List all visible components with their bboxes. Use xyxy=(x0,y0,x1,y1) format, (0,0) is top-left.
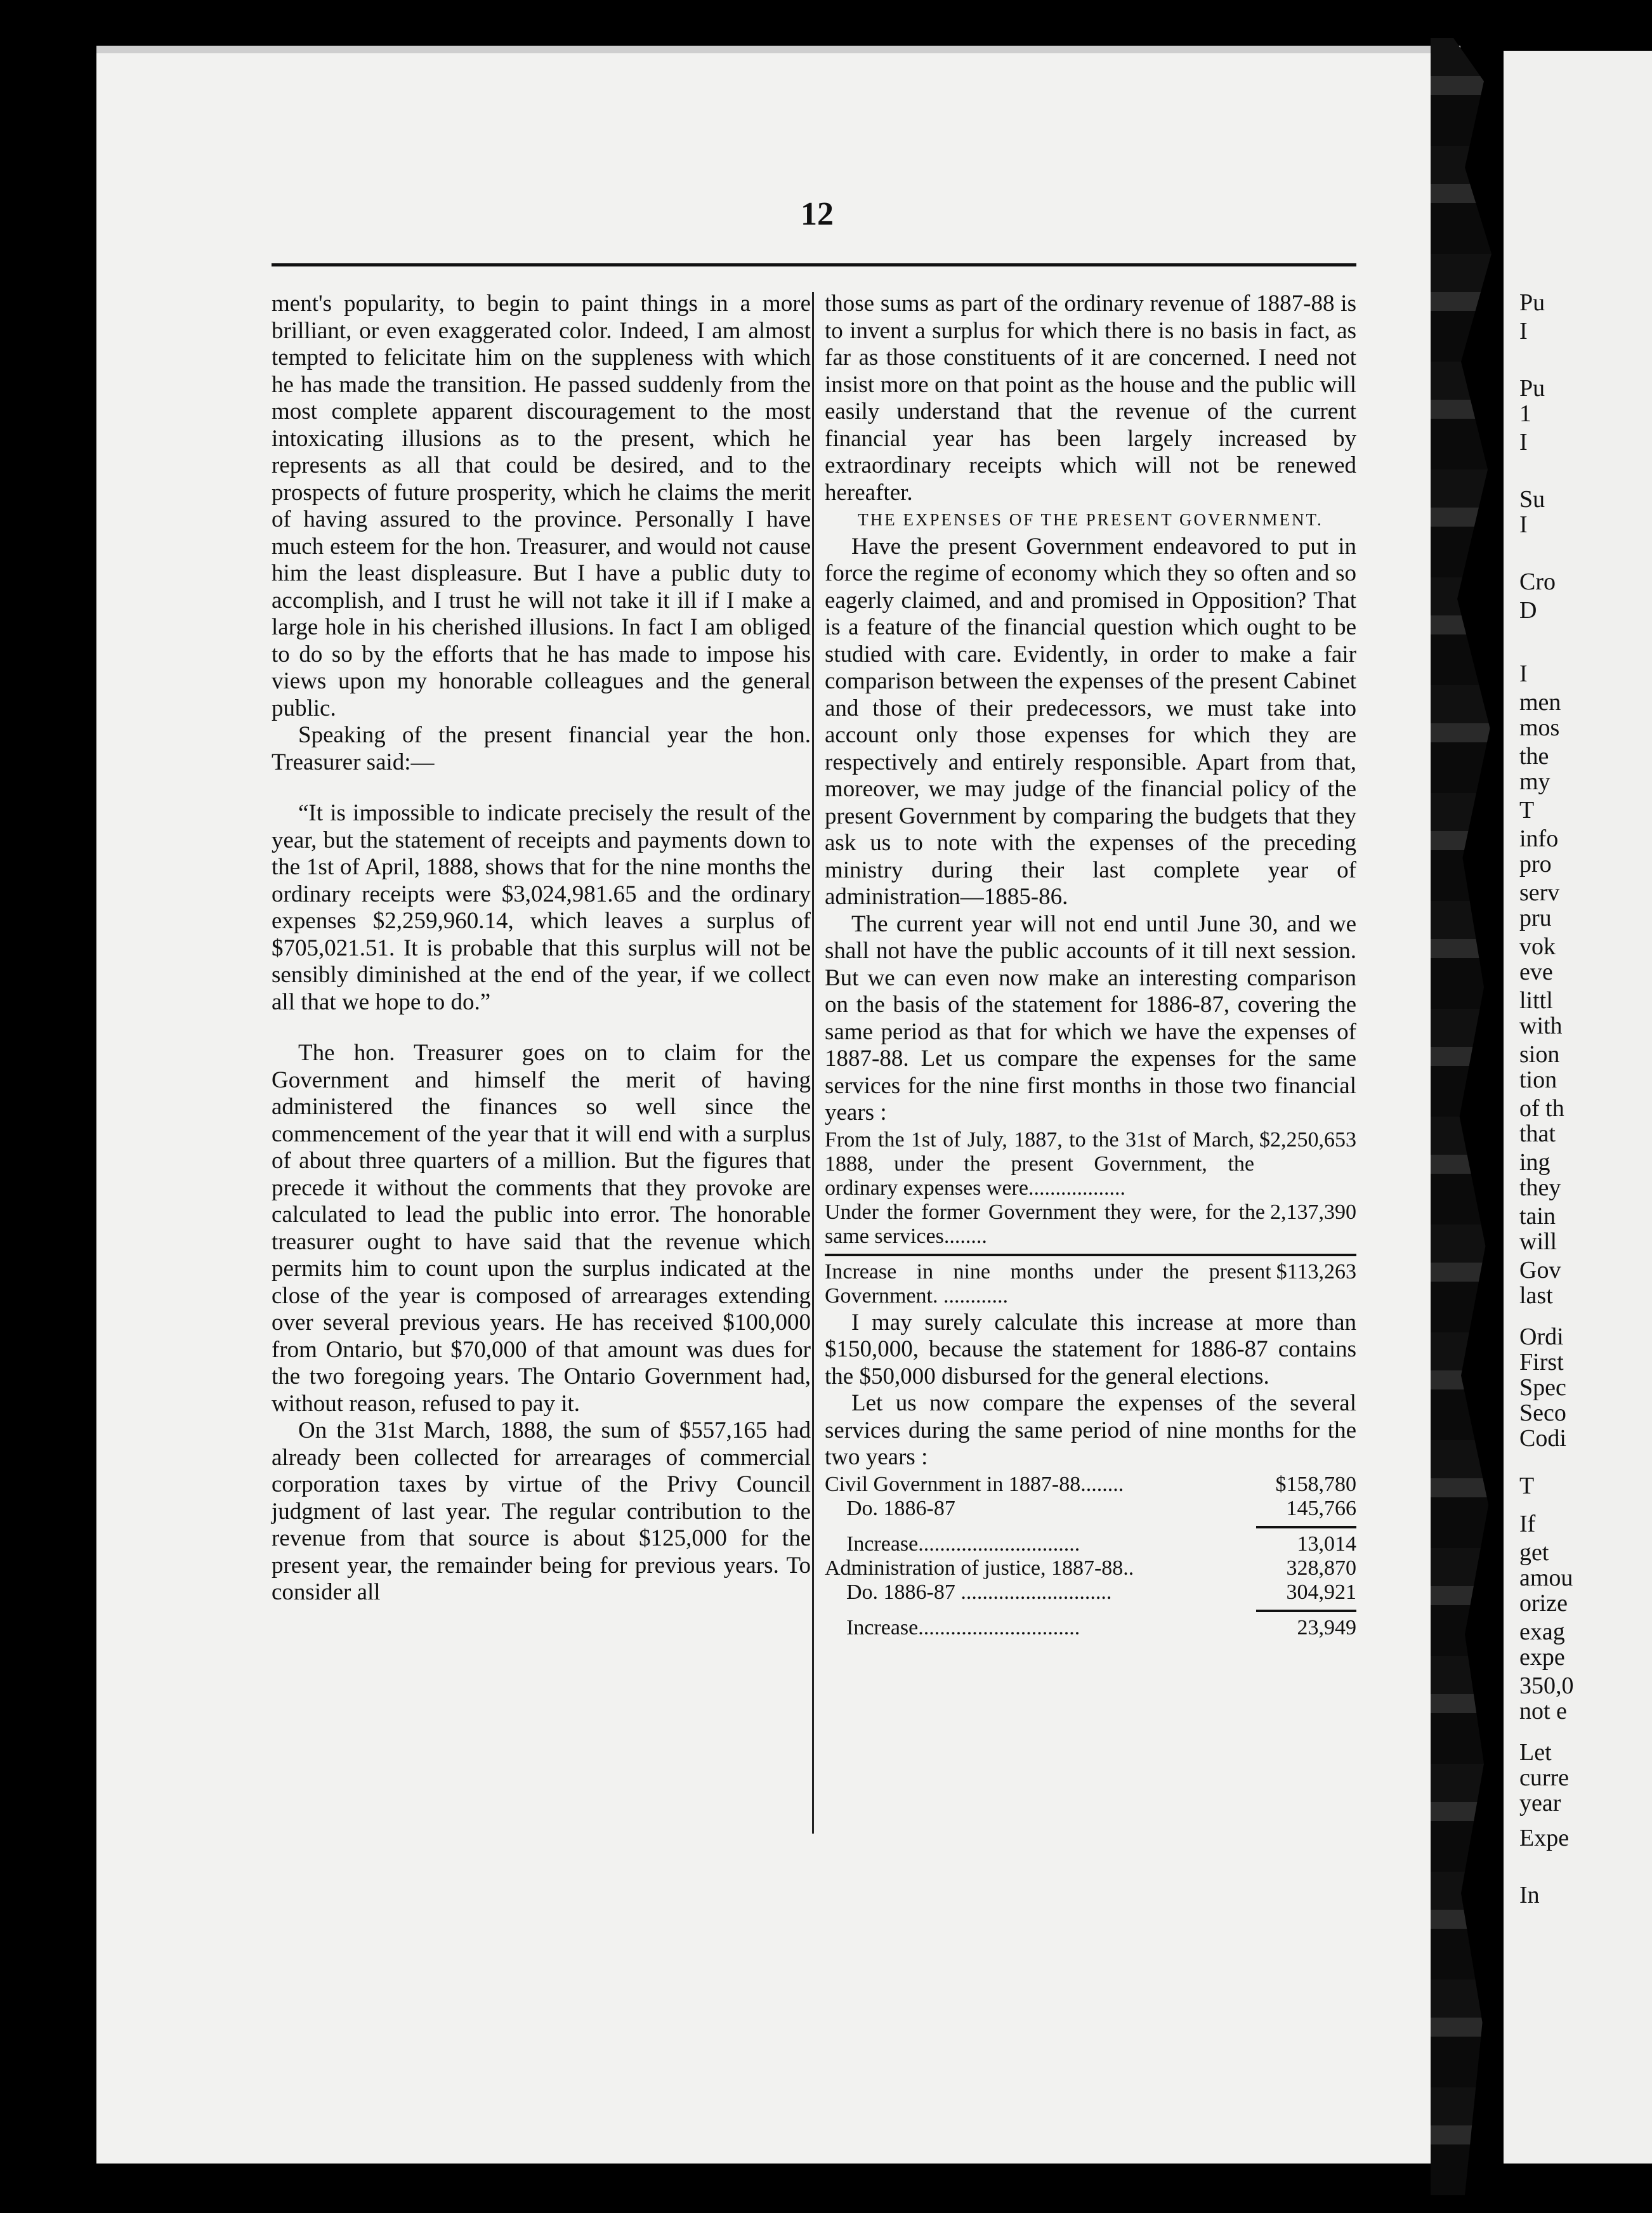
quotation: “It is impossible to indicate precisely the result of the year, but the statement of receipts and payments down to the 1st of April, 1888, shows that for the nine months the ordinary receipts were $3,024,981.65 and the ordinary expenses $2,259,960.14, which leaves a surplus of $705,021.51. It is probable that this surplus will not be sensibly diminished at the end of the year, if we collect all that we hope to do.” xyxy=(272,800,811,1015)
facing-page-fragment: orize xyxy=(1519,1590,1568,1617)
paragraph: Speaking of the present financial year the hon. Treasurer said:— xyxy=(272,722,811,775)
facing-page-fragment: eve xyxy=(1519,959,1553,985)
paragraph: The hon. Treasurer goes on to claim for the Government and himself the merit of having administered the finances so well since the commencement of the year that it will end with a surplus of about three quarters of a million. But the figures that precede it without the comments that they provoke are calculated to lead the public into error. The honorable treasurer ought to have said that the revenue which permits him to count upon the surplus indicated at the close of the year is composed of arrearages extending over several previous years. He has received $100,000 from Ontario, but $70,000 of that amount was dues for the two foregoing years. The Ontario Government had, without reason, refused to pay it. xyxy=(272,1040,811,1417)
row-label: Under the former Government they were, for the same services........ xyxy=(825,1200,1265,1248)
table-row xyxy=(825,1616,1356,1640)
facing-page-fragment: Seco xyxy=(1519,1400,1566,1426)
left-column xyxy=(272,291,811,1606)
paragraph: On the 31st March, 1888, the sum of $557,165 had already been collected for arrearages of commercial corporation taxes by virtue of the Privy Council judgment of last year. The regular contribution to the revenue from that source is about $125,000 for the present year, the remainder being for previous years. To consider all xyxy=(272,1417,811,1605)
facing-page-fragment: get xyxy=(1519,1539,1549,1566)
facing-page-fragment: First xyxy=(1519,1349,1564,1376)
facing-page-fragment: info xyxy=(1519,825,1559,852)
table-row xyxy=(825,1556,1356,1580)
facing-page-fragment: sion xyxy=(1519,1041,1560,1068)
facing-page-fragment: mos xyxy=(1519,714,1560,741)
facing-page-fragment: they xyxy=(1519,1174,1561,1201)
facing-page-fragment: littl xyxy=(1519,987,1553,1014)
right-column xyxy=(825,291,1356,1641)
facing-page-fragment: ing xyxy=(1519,1149,1550,1176)
facing-page-fragment: Spec xyxy=(1519,1374,1566,1401)
header-rule xyxy=(272,263,1356,266)
paragraph: The current year will not end until June 30, and we shall not have the public accounts of it till next session. But we can even now make an interesting comparison on the basis of the statement for 1886-87, covering the same period as that for which we have the expenses of 1887-88. Let us compare the expenses for the same services for the nine first months in those two financial years : xyxy=(825,910,1356,1126)
table-row xyxy=(825,1580,1356,1605)
table-row xyxy=(825,1532,1356,1556)
table-row xyxy=(825,1128,1356,1200)
row-label: Increase.............................. xyxy=(846,1532,1080,1556)
facing-page-fragment: with xyxy=(1519,1013,1563,1039)
row-amount: 328,870 xyxy=(1286,1556,1356,1580)
table-row xyxy=(825,1200,1356,1249)
paragraph: ment's popularity, to begin to paint things in a more brilliant, or even exaggerated color. Indeed, I am almost tempted to felicitate him on the suppleness with which he has made the transition. He passed suddenly from the most complete apparent discouragement to the most intoxicating illusions as to the present, which he represents as all that could be desired, and to the prospects of future prosperity, which he claims the merit of having assured to the province. Personally I have much esteem for the hon. Treasurer, and would not cause him the least displeasure. But I have a public duty to accomplish, and I trust he will not take it ill if I make a large hole in his cherished illusions. In fact I am obliged to do so by the efforts that he has made to impose his views upon my honorable colleagues and the general public. xyxy=(272,291,811,721)
row-amount: $113,263 xyxy=(1276,1259,1356,1284)
facing-page-fragment: pru xyxy=(1519,905,1552,931)
row-label: Administration of justice, 1887-88.. xyxy=(825,1556,1134,1580)
row-label: Civil Government in 1887-88........ xyxy=(825,1472,1124,1496)
facing-page-fragment: pro xyxy=(1519,851,1552,877)
facing-page-fragment: my xyxy=(1519,768,1550,795)
expense-table-services xyxy=(825,1473,1356,1640)
table-row xyxy=(825,1260,1356,1308)
facing-page-fragment: tion xyxy=(1519,1067,1557,1093)
sum-rule xyxy=(1256,1610,1356,1612)
facing-page-fragment: Cro xyxy=(1519,568,1556,595)
facing-page-fragment: If xyxy=(1519,1511,1536,1537)
facing-page-fragment: Pu xyxy=(1519,289,1545,316)
row-label: Do. 1886-87 ............................ xyxy=(846,1580,1112,1604)
facing-page-fragment: D xyxy=(1519,597,1537,624)
facing-page-fragment: that xyxy=(1519,1120,1556,1147)
facing-page-fragment: of th xyxy=(1519,1095,1564,1122)
facing-page-fragment: T xyxy=(1519,797,1535,824)
facing-page-fragment: Let xyxy=(1519,1739,1552,1766)
paragraph: Have the present Government endeavored to put in force the regime of economy which they so often and so eagerly claimed, and and promised in Opposition? That is a feature of the financial question which ought to be studied with care. Evidently, in order to make a fair comparison between the expenses of the present Cabinet and those of their predecessors, we must take into account only those expenses for which they are respectively and entirely responsible. Apart from that, moreover, we may judge of the financial policy of the present Government by comparing the budgets that they ask us to note with the expenses of the preceding ministry during their last complete year of administration—1885-86. xyxy=(825,533,1356,910)
row-amount: 23,949 xyxy=(1297,1615,1356,1639)
facing-page-fragment: curre xyxy=(1519,1764,1570,1791)
facing-page-fragment: exag xyxy=(1519,1619,1565,1645)
row-amount: 304,921 xyxy=(1286,1580,1356,1604)
row-label: Do. 1886-87 xyxy=(846,1496,955,1520)
facing-page-fragment: amou xyxy=(1519,1565,1573,1591)
facing-page-fragment: Pu xyxy=(1519,375,1545,402)
facing-page-fragment: 350,0 xyxy=(1519,1672,1574,1699)
facing-page-fragment: Expe xyxy=(1519,1825,1570,1851)
facing-page-fragment: the xyxy=(1519,743,1549,770)
facing-page-fragment: expe xyxy=(1519,1644,1565,1671)
page-top-edge xyxy=(96,46,1460,53)
sum-rule xyxy=(825,1254,1356,1256)
facing-page-fragment: year xyxy=(1519,1790,1561,1816)
facing-page-fragment: T xyxy=(1519,1473,1535,1499)
row-amount: 13,014 xyxy=(1297,1532,1356,1556)
paragraph: Let us now compare the expenses of the several services during the same period of nine months for the two years : xyxy=(825,1390,1356,1470)
row-amount: $158,780 xyxy=(1275,1472,1356,1496)
facing-page-fragment: I xyxy=(1519,660,1528,687)
table-row xyxy=(825,1497,1356,1521)
facing-page-fragment: 1 xyxy=(1519,400,1531,427)
table-row xyxy=(825,1473,1356,1497)
row-amount: 145,766 xyxy=(1286,1496,1356,1520)
expense-table-total xyxy=(825,1128,1356,1308)
paragraph: I may surely calculate this increase at more than $150,000, because the statement for 1886-87 contains the $50,000 disbursed for the general elections. xyxy=(825,1309,1356,1389)
facing-page-fragment: will xyxy=(1519,1228,1557,1255)
facing-page-fragment: I xyxy=(1519,429,1528,456)
facing-page-fragment: tain xyxy=(1519,1203,1556,1230)
facing-page-fragment: vok xyxy=(1519,933,1556,960)
section-heading: THE EXPENSES OF THE PRESENT GOVERNMENT. xyxy=(858,510,1323,529)
row-label: Increase.............................. xyxy=(846,1615,1080,1639)
row-amount: $2,250,653 xyxy=(1259,1127,1356,1152)
facing-page-fragment: I xyxy=(1519,318,1528,345)
page-number: 12 xyxy=(801,196,834,232)
paragraph: those sums as part of the ordinary revenue of 1887-88 is to invent a surplus for which there is no basis in fact, as far as those constituents of it are concerned. I need not insist more on that point as the house and the public will easily understand that the revenue of the current financial year has been largely increased by extraordinary receipts which will not be renewed hereafter. xyxy=(825,291,1356,506)
facing-page-fragment: Su xyxy=(1519,486,1545,513)
facing-page-fragment: men xyxy=(1519,689,1561,716)
facing-page-fragment: Ordi xyxy=(1519,1323,1564,1350)
facing-page-fragment: not e xyxy=(1519,1698,1567,1724)
facing-page-fragment: serv xyxy=(1519,879,1560,906)
facing-page-fragment: In xyxy=(1519,1882,1540,1908)
row-amount: 2,137,390 xyxy=(1270,1200,1356,1224)
facing-page-fragment: Gov xyxy=(1519,1257,1561,1284)
column-divider xyxy=(812,292,814,1834)
facing-page-fragment: last xyxy=(1519,1282,1553,1309)
row-label: From the 1st of July, 1887, to the 31st of March, 1888, under the present Government, the ordinary expenses were.................. xyxy=(825,1127,1254,1200)
torn-binding-edge xyxy=(1431,38,1507,2195)
sum-rule xyxy=(1256,1526,1356,1528)
facing-page-fragment: Codi xyxy=(1519,1425,1566,1452)
row-label: Increase in nine months under the present Government. ............ xyxy=(825,1259,1271,1308)
facing-page-fragment: I xyxy=(1519,511,1528,538)
